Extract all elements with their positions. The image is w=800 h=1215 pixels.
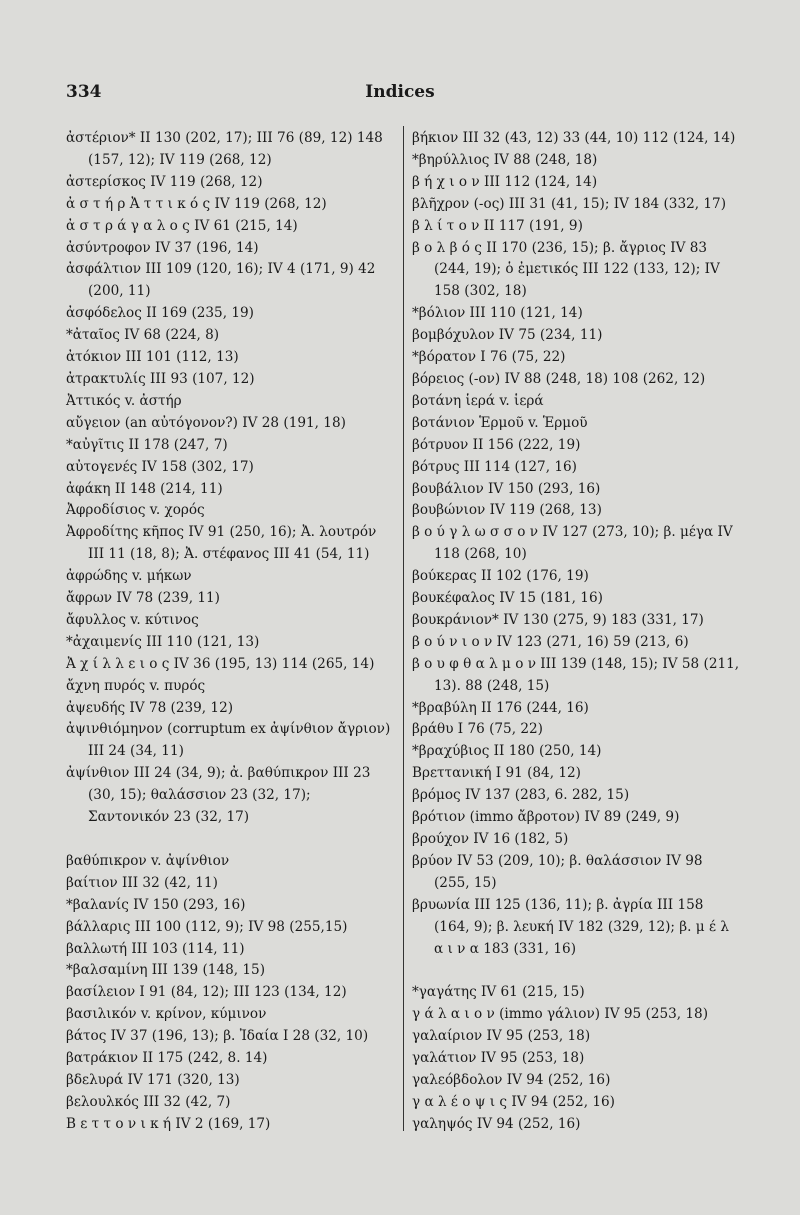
index-entry: *βραβύλη II 176 (244, 16) bbox=[412, 699, 589, 716]
index-entry: ἀσφάλτιον III 109 (120, 16); IV 4 (171, 9) 42 (200, 11) bbox=[66, 261, 376, 300]
index-entry: γ α λ έ ο ψ ι ς IV 94 (252, 16) bbox=[412, 1093, 615, 1110]
index-entry: ἀψευδής IV 78 (239, 12) bbox=[66, 699, 234, 716]
index-entry: βρύον IV 53 (209, 10); β. θαλάσσιον IV 98 (255, 15) bbox=[412, 852, 703, 891]
index-entry: ἀψίνθιον III 24 (34, 9); ἀ. βαθύπικρον III 23 (30, 15); θαλάσσιον 23 (32, 17); Σαντονικόν 23 (32, 17) bbox=[66, 765, 371, 826]
page-header bbox=[66, 82, 734, 112]
index-entry: βουβώνιον IV 119 (268, 13) bbox=[412, 502, 602, 519]
index-entry: β ο ύ ν ι ο ν IV 123 (271, 16) 59 (213, 6) bbox=[412, 633, 689, 650]
index-entry: Ἀττικός v. ἀστήρ bbox=[66, 392, 182, 409]
index-entry: ἀφρώδης v. μήκων bbox=[66, 568, 192, 585]
index-entry: ἀσύντροφον IV 37 (196, 14) bbox=[66, 239, 259, 256]
index-entry: β λ ί τ ο ν II 117 (191, 9) bbox=[412, 217, 583, 234]
index-entry: Βρεττανική I 91 (84, 12) bbox=[412, 765, 581, 782]
index-entry: βαλλωτή III 103 (114, 11) bbox=[66, 940, 245, 957]
page-number: 334 bbox=[66, 82, 102, 102]
index-entry: ἄφρων IV 78 (239, 11) bbox=[66, 590, 220, 607]
index-entry: βοτάνη ἱερά v. ἱερά bbox=[412, 392, 544, 409]
index-entry: βοτάνιον Ἑρμοῦ v. Ἑρμοῦ bbox=[412, 414, 588, 431]
index-entry: βράθυ I 76 (75, 22) bbox=[412, 721, 543, 738]
index-entry: βούκερας II 102 (176, 19) bbox=[412, 568, 589, 585]
index-entry: βατράκιον II 175 (242, 8. 14) bbox=[66, 1050, 268, 1067]
index-entry: β ο ύ γ λ ω σ σ ο ν IV 127 (273, 10); β. μέγα IV 118 (268, 10) bbox=[412, 524, 733, 563]
index-entry: ἀστέριον* II 130 (202, 17); III 76 (89, 12) 148 (157, 12); IV 119 (268, 12) bbox=[66, 130, 383, 168]
index-entry: βουβάλιον IV 150 (293, 16) bbox=[412, 480, 601, 497]
index-entry: βόρειος (-ον) IV 88 (248, 18) 108 (262, 12) bbox=[412, 370, 706, 387]
section-gap bbox=[66, 829, 396, 851]
index-entry: βαθύπικρον v. ἀψίνθιον bbox=[66, 852, 230, 869]
index-entry: βάτος IV 37 (196, 13); β. Ἰδαία I 28 (32, 10) bbox=[66, 1028, 369, 1045]
index-entry: βότρυον II 156 (222, 19) bbox=[412, 436, 581, 453]
page-title: Indices bbox=[365, 82, 435, 102]
right-column bbox=[412, 128, 742, 1136]
index-entry: βουκράνιον* IV 130 (275, 9) 183 (331, 17) bbox=[412, 611, 704, 628]
index-entry: ἄφυλλος v. κύτινος bbox=[66, 611, 199, 628]
index-entry: Ἀφροδίσιος v. χορός bbox=[66, 502, 205, 519]
index-entry: βελουλκός III 32 (42, 7) bbox=[66, 1093, 231, 1110]
index-entry: ἀσφόδελος II 169 (235, 19) bbox=[66, 305, 254, 322]
index-entry: ἀ σ τ ρ ά γ α λ ο ς IV 61 (215, 14) bbox=[66, 217, 298, 234]
index-entry: βουκέφαλος IV 15 (181, 16) bbox=[412, 590, 603, 607]
index-entry: *γαγάτης IV 61 (215, 15) bbox=[412, 984, 585, 1001]
index-entry: βαίτιον III 32 (42, 11) bbox=[66, 874, 218, 891]
left-column bbox=[66, 128, 396, 1136]
index-entry: γαλάτιον IV 95 (253, 18) bbox=[412, 1050, 585, 1067]
index-entry: βρυωνία III 125 (136, 11); β. ἀγρία III 158 (164, 9); β. λευκή IV 182 (329, 12); β. μ έ λ α ι ν α 183 (331, 16) bbox=[412, 896, 729, 957]
index-entry: Β ε τ τ ο ν ι κ ή IV 2 (169, 17) bbox=[66, 1115, 271, 1132]
index-entry: ἀψινθιόμηνον (corruptum ex ἀψίνθιον ἄγριον) III 24 (34, 11) bbox=[66, 721, 391, 760]
index-entry: γαλαίριον IV 95 (253, 18) bbox=[412, 1028, 591, 1045]
index-entry: ἀφάκη II 148 (214, 11) bbox=[66, 480, 223, 497]
section-gap bbox=[412, 960, 742, 982]
index-entry: βρούχον IV 16 (182, 5) bbox=[412, 831, 569, 847]
index-entry: βρόμος IV 137 (283, 6. 282, 15) bbox=[412, 787, 630, 804]
index-entry: *βηρύλλιος IV 88 (248, 18) bbox=[412, 151, 598, 168]
index-entry: *ἀχαιμενίς III 110 (121, 13) bbox=[66, 633, 260, 650]
index-entry: *βαλανίς IV 150 (293, 16) bbox=[66, 896, 246, 913]
index-entry: βότρυς III 114 (127, 16) bbox=[412, 458, 577, 475]
index-entry: γαλεόβδολον IV 94 (252, 16) bbox=[412, 1071, 611, 1088]
index-entry: *βόλιον III 110 (121, 14) bbox=[412, 305, 583, 322]
index-entry: *βαλσαμίνη III 139 (148, 15) bbox=[66, 962, 265, 979]
index-entry: βδελυρά IV 171 (320, 13) bbox=[66, 1071, 240, 1088]
index-entry: αὐτογενές IV 158 (302, 17) bbox=[66, 458, 254, 475]
index-entry: *αὐγῖτις II 178 (247, 7) bbox=[66, 436, 228, 453]
index-entry: βασίλειον I 91 (84, 12); III 123 (134, 12) bbox=[66, 984, 347, 1001]
index-entry: *βόρατον I 76 (75, 22) bbox=[412, 349, 566, 366]
index-entry: αὔγειον (an αὐτόγονον?) IV 28 (191, 18) bbox=[66, 414, 346, 431]
index-entry: *βραχύβιος II 180 (250, 14) bbox=[412, 743, 602, 760]
index-entry: β ο λ β ό ς II 170 (236, 15); β. ἄγριος IV 83 (244, 19); ὁ ἐμετικός III 122 (133, 12); IV 158 (302, 18) bbox=[412, 239, 720, 300]
index-entry: βομβόχυλον IV 75 (234, 11) bbox=[412, 327, 603, 344]
index-entry: Ἀφροδίτης κῆπος IV 91 (250, 16); Ἀ. λουτρόν III 11 (18, 8); Ἀ. στέφανος III 41 (54, 11) bbox=[66, 524, 377, 563]
index-entry: Ἀ χ ί λ λ ε ι ο ς IV 36 (195, 13) 114 (265, 14) bbox=[66, 655, 375, 672]
index-entry: ἀ σ τ ή ρ Ἀ τ τ ι κ ό ς IV 119 (268, 12) bbox=[66, 195, 327, 212]
index-entry: βρότιον (immo ἄβροτον) IV 89 (249, 9) bbox=[412, 809, 680, 826]
index-entry: β ή χ ι ο ν III 112 (124, 14) bbox=[412, 173, 598, 190]
index-entry: β ο υ φ θ α λ μ ο ν III 139 (148, 15); IV 58 (211, 13). 88 (248, 15) bbox=[412, 655, 740, 694]
index-entry: ἀτρακτυλίς III 93 (107, 12) bbox=[66, 370, 255, 387]
index-entry: ἀτόκιον III 101 (112, 13) bbox=[66, 349, 239, 366]
index-entry: γ ά λ α ι ο ν (immo γάλιον) IV 95 (253, 18) bbox=[412, 1006, 709, 1023]
index-entry: βήκιον III 32 (43, 12) 33 (44, 10) 112 (124, 14) bbox=[412, 130, 736, 146]
index-entry: γαληψός IV 94 (252, 16) bbox=[412, 1115, 581, 1132]
index-entry: ἄχνη πυρός v. πυρός bbox=[66, 677, 206, 694]
index-entry: βασιλικόν v. κρίνον, κύμινον bbox=[66, 1006, 267, 1023]
index-entry: βλῆχρον (-ος) III 31 (41, 15); IV 184 (332, 17) bbox=[412, 195, 726, 212]
index-entry: ἀστερίσκος IV 119 (268, 12) bbox=[66, 173, 263, 190]
index-entry: *ἀταῖος IV 68 (224, 8) bbox=[66, 327, 220, 344]
index-entry: βάλλαρις III 100 (112, 9); IV 98 (255,15) bbox=[66, 918, 348, 935]
column-divider bbox=[403, 126, 404, 1131]
